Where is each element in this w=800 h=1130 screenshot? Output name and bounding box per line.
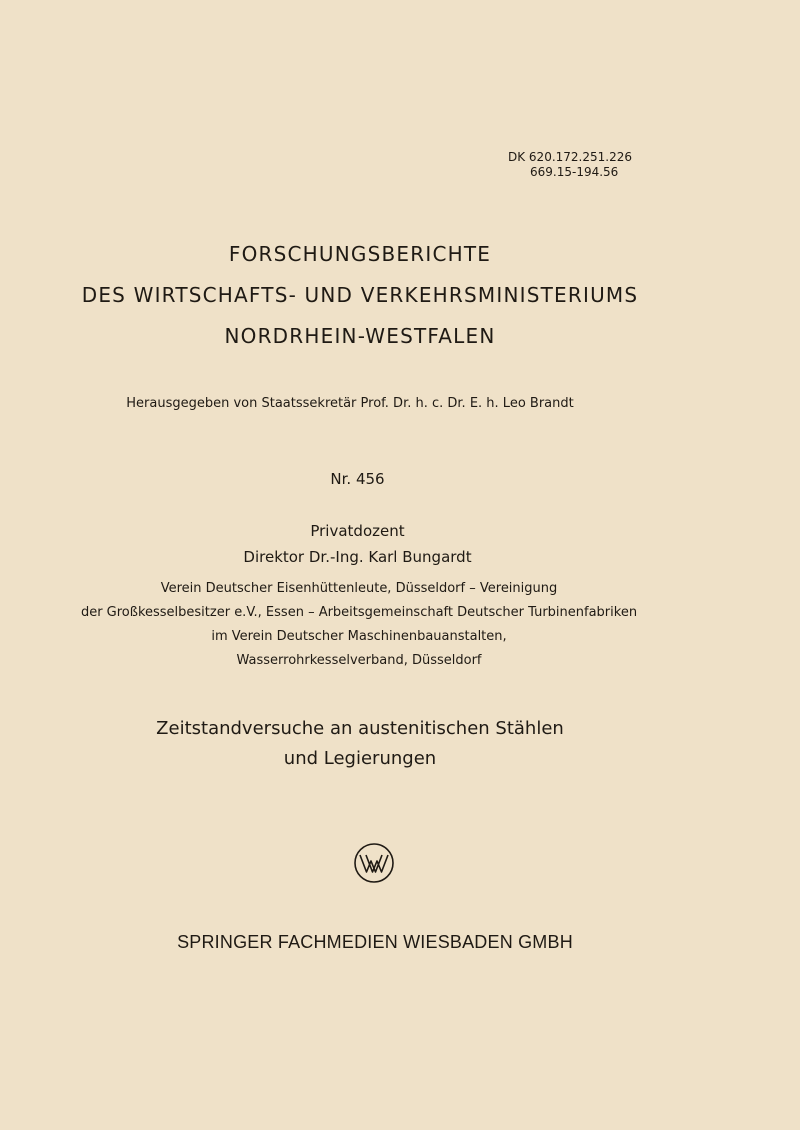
series-title-line-3: NORDRHEIN-WESTFALEN (224, 324, 496, 348)
author-name: Direktor Dr.-Ing. Karl Bungardt (243, 548, 472, 566)
publisher-name: SPRINGER FACHMEDIEN WIESBADEN GMBH (177, 932, 573, 952)
author-title: Privatdozent (310, 522, 405, 540)
dk-line-1: DK 620.172.251.226 (508, 150, 632, 164)
affiliation-line-2: der Großkesselbesitzer e.V., Essen – Arbeitsgemeinschaft Deutscher Turbinenfabriken (80, 605, 638, 620)
affiliation-line-3: im Verein Deutscher Maschinenbauanstalten, (211, 629, 507, 644)
affiliation-line-4: Wasserrohrkesselverband, Düsseldorf (236, 653, 482, 668)
editor-line: Herausgegeben von Staatssekretär Prof. Dr. h. c. Dr. E. h. Leo Brandt (126, 396, 574, 411)
book-title-line-2: und Legierungen (283, 748, 437, 769)
series-title-line-2: DES WIRTSCHAFTS- UND VERKEHRSMINISTERIUMS (81, 283, 639, 307)
book-title-line-1: Zeitstandversuche an austenitischen Stählen (156, 718, 564, 739)
dk-classification (508, 150, 632, 180)
springer-fachmedien-logo-icon (353, 842, 395, 884)
series-title-line-1: FORSCHUNGSBERICHTE (228, 242, 492, 266)
dk-line-2: 669.15-194.56 (530, 165, 619, 179)
affiliation-line-1: Verein Deutscher Eisenhüttenleute, Düsseldorf – Vereinigung (160, 581, 558, 596)
report-number: Nr. 456 (330, 470, 385, 488)
